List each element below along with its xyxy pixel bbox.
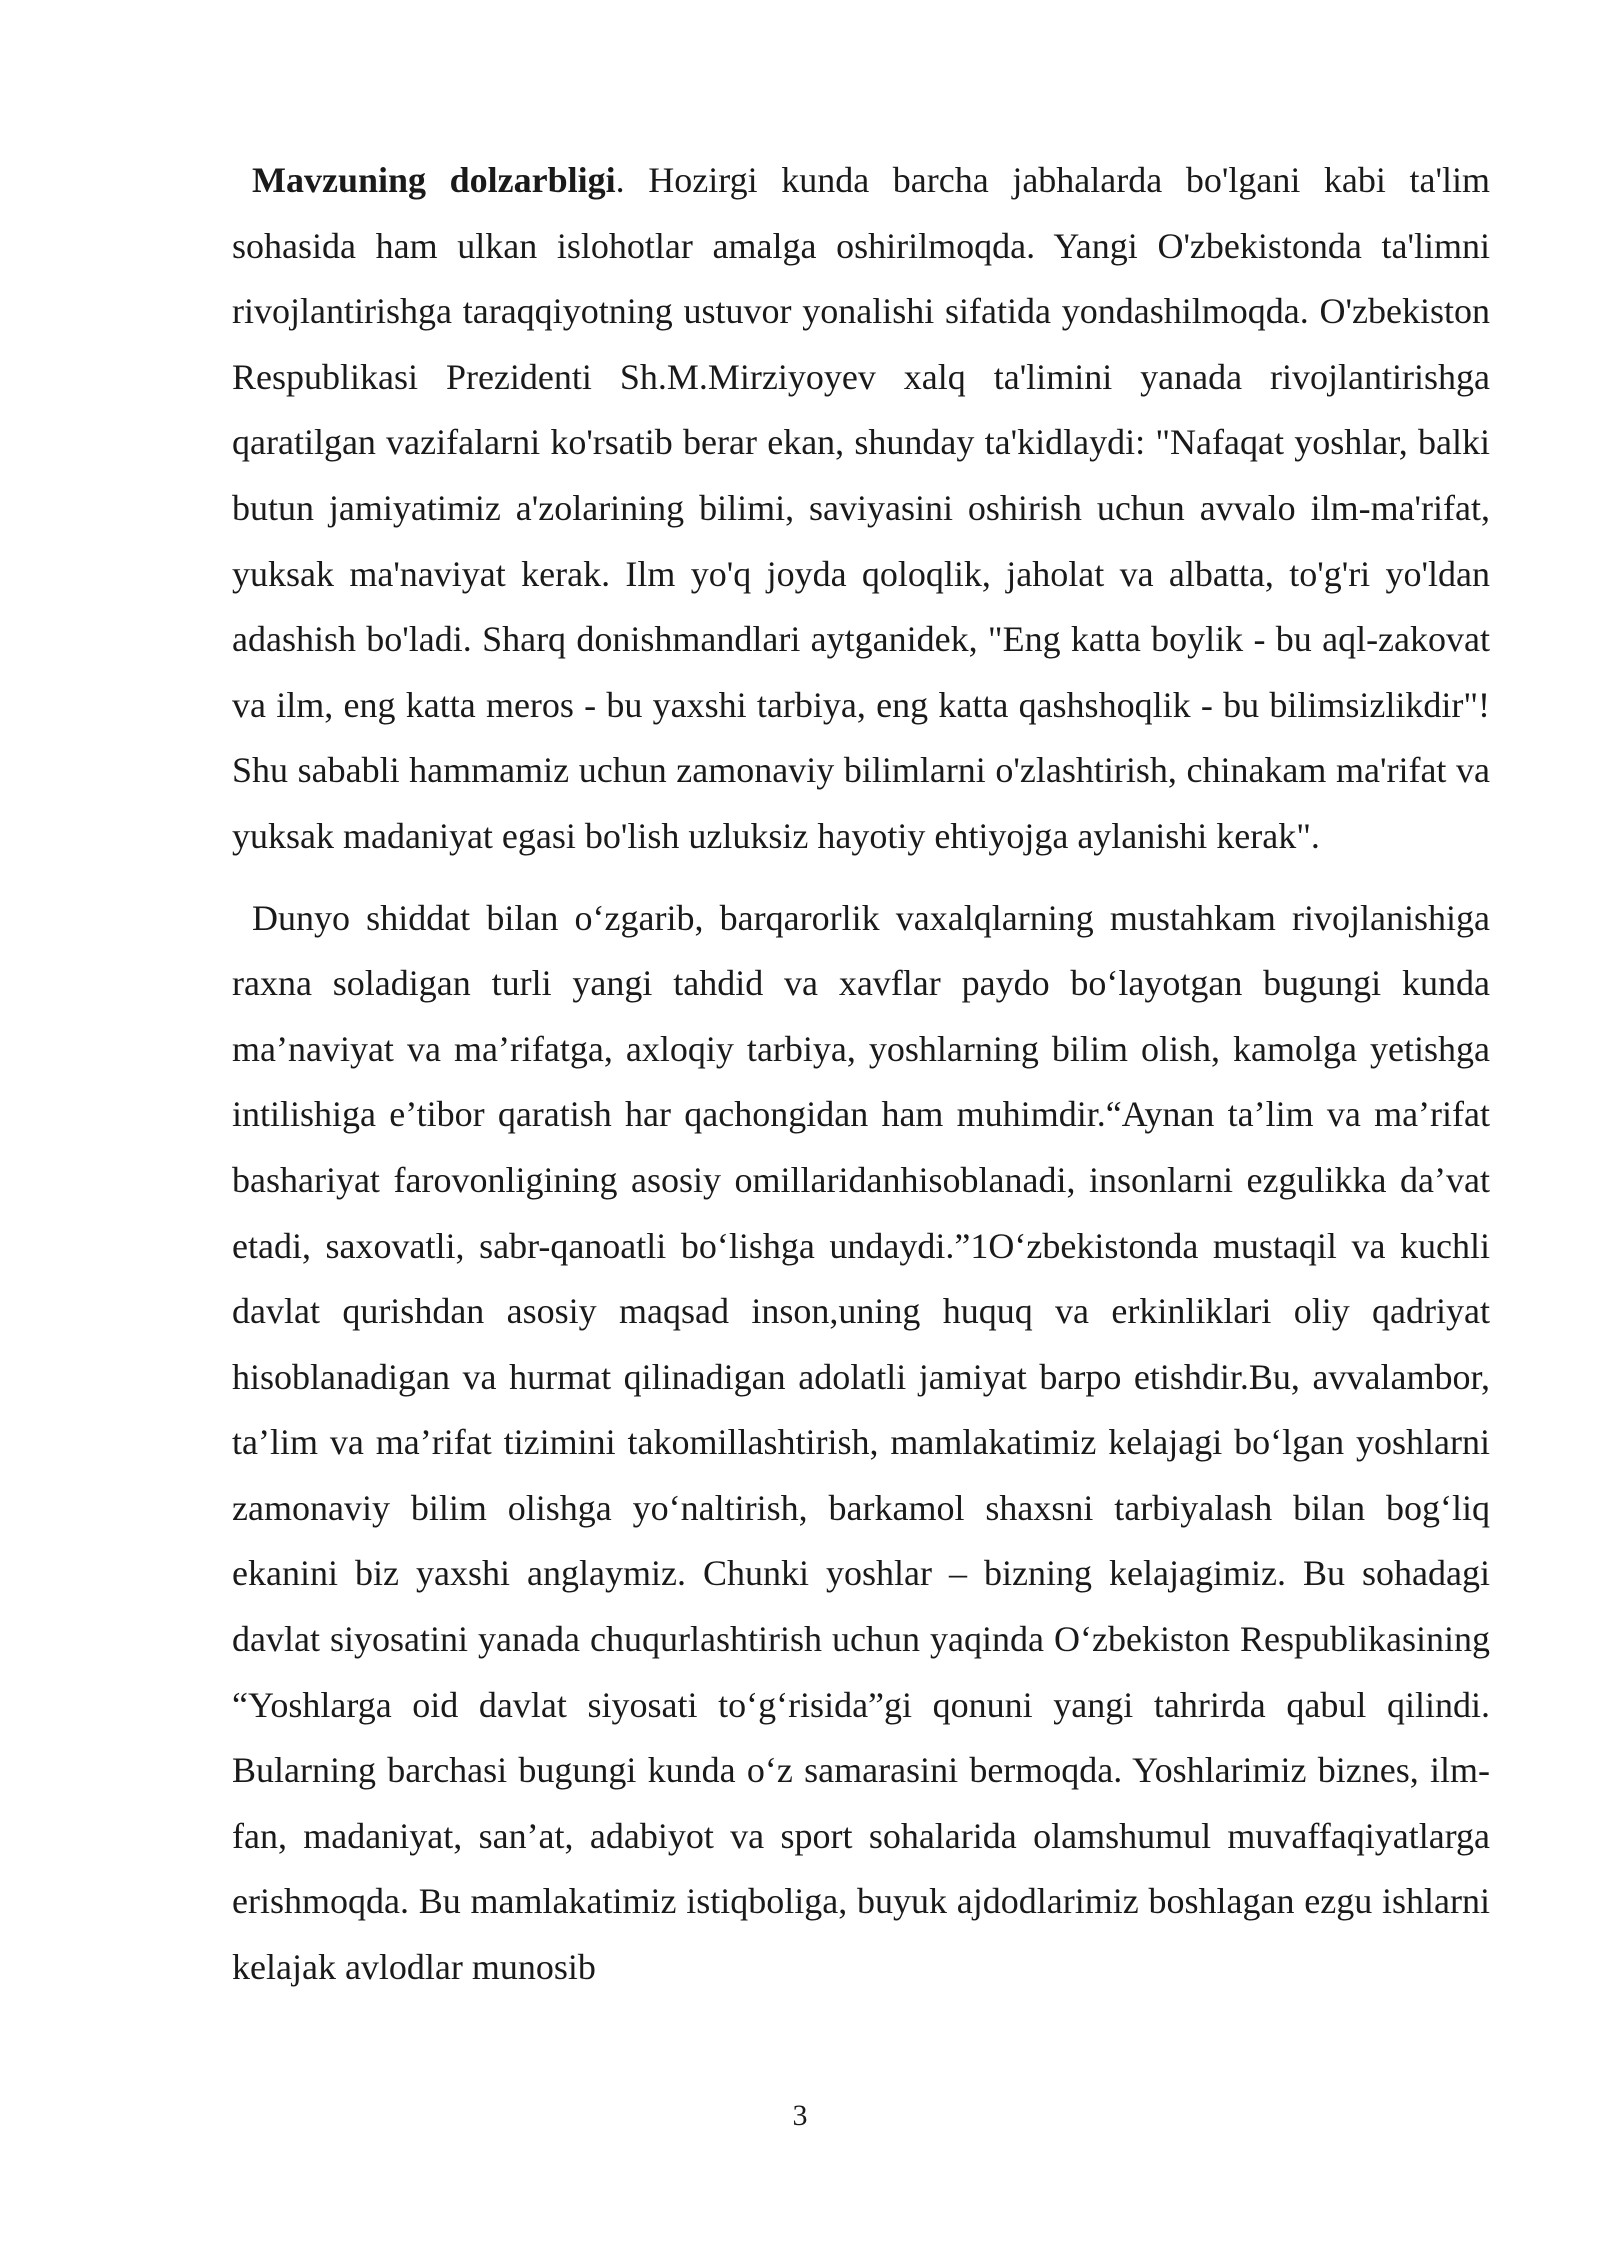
intro-paragraph bbox=[232, 148, 1490, 870]
body-paragraph-text: Dunyo shiddat bilan o‘zgarib, barqarorlik vaxalqlarning mustahkam rivojlanishiga raxna soladigan turli yangi tahdid va xavflar paydo bo‘layotgan bugungi kunda ma’naviyat va ma’rifatga, axloqiy tarbiya, yoshlarning bilim olish, kamolga yetishga intilishiga e’tibor qaratish har qachongidan ham muhimdir.“Aynan ta’lim va ma’rifat bashariyat farovonligining asosiy omillaridanhisoblanadi, insonlarni ezgulikka da’vat etadi, saxovatli, sabr-qanoatli bo‘lishga undaydi.”1O‘zbekistonda mustaqil va kuchli davlat qurishdan asosiy maqsad inson,uning huquq va erkinliklari oliy qadriyat hisoblanadigan va hurmat qilinadigan adolatli jamiyat barpo etishdir.Bu, avvalambor, ta’lim va ma’rifat tizimini takomillashtirish, mamlakatimiz kelajagi bo‘lgan yoshlarni zamonaviy bilim olishga yo‘naltirish, barkamol shaxsni tarbiyalash bilan bog‘liq ekanini biz yaxshi anglaymiz. Chunki yoshlar – bizning kelajagimiz. Bu sohadagi davlat siyosatini yanada chuqurlashtirish uchun yaqinda O‘zbekiston Respublikasining “Yoshlarga oid davlat siyosati to‘g‘risida”gi qonuni yangi tahrirda qabul qilindi. Bularning barchasi bugungi kunda o‘z samarasini bermoqda. Yoshlarimiz biznes, ilm-fan, madaniyat, san’at, adabiyot va sport sohalarida olamshumul muvaffaqiyatlarga erishmoqda. Bu mamlakatimiz istiqboliga, buyuk ajdodlarimiz boshlagan ezgu ishlarni kelajak avlodlar munosib bbox=[232, 897, 1490, 1988]
document-body bbox=[232, 148, 1490, 2001]
page-number: 3 bbox=[792, 2099, 808, 2132]
intro-paragraph-text: . Hozirgi kunda barcha jabhalarda bo'lgani kabi ta'lim sohasida ham ulkan islohotlar amalga oshirilmoqda. Yangi O'zbekistonda ta'limni rivojlantirishga taraqqiyotning ustuvor yonalishi sifatida yondashilmoqda. O'zbekiston Respublikasi Prezidenti Sh.M.Mirziyoyev xalq ta'limini yanada rivojlantirishga qaratilgan vazifalarni ko'rsatib berar ekan, shunday ta'kidlaydi: "Nafaqat yoshlar, balki butun jamiyatimiz a'zolarining bilimi, saviyasini oshirish uchun avvalo ilm-ma'rifat, yuksak ma'naviyat kerak. Ilm yo'q joyda qoloqlik, jaholat va albatta, to'g'ri yo'ldan adashish bo'ladi. Sharq donishmandlari aytganidek, "Eng katta boylik - bu aql-zakovat va ilm, eng katta meros - bu yaxshi tarbiya, eng katta qashshoqlik - bu bilimsizlikdir"! Shu sababli hammamiz uchun zamonaviy bilimlarni o'zlashtirish, chinakam ma'rifat va yuksak madaniyat egasi bo'lish uzluksiz hayotiy ehtiyojga aylanishi kerak". bbox=[232, 160, 1490, 856]
topic-heading: Mavzuning dolzarbligi bbox=[252, 160, 616, 200]
body-paragraph bbox=[232, 886, 1490, 2001]
